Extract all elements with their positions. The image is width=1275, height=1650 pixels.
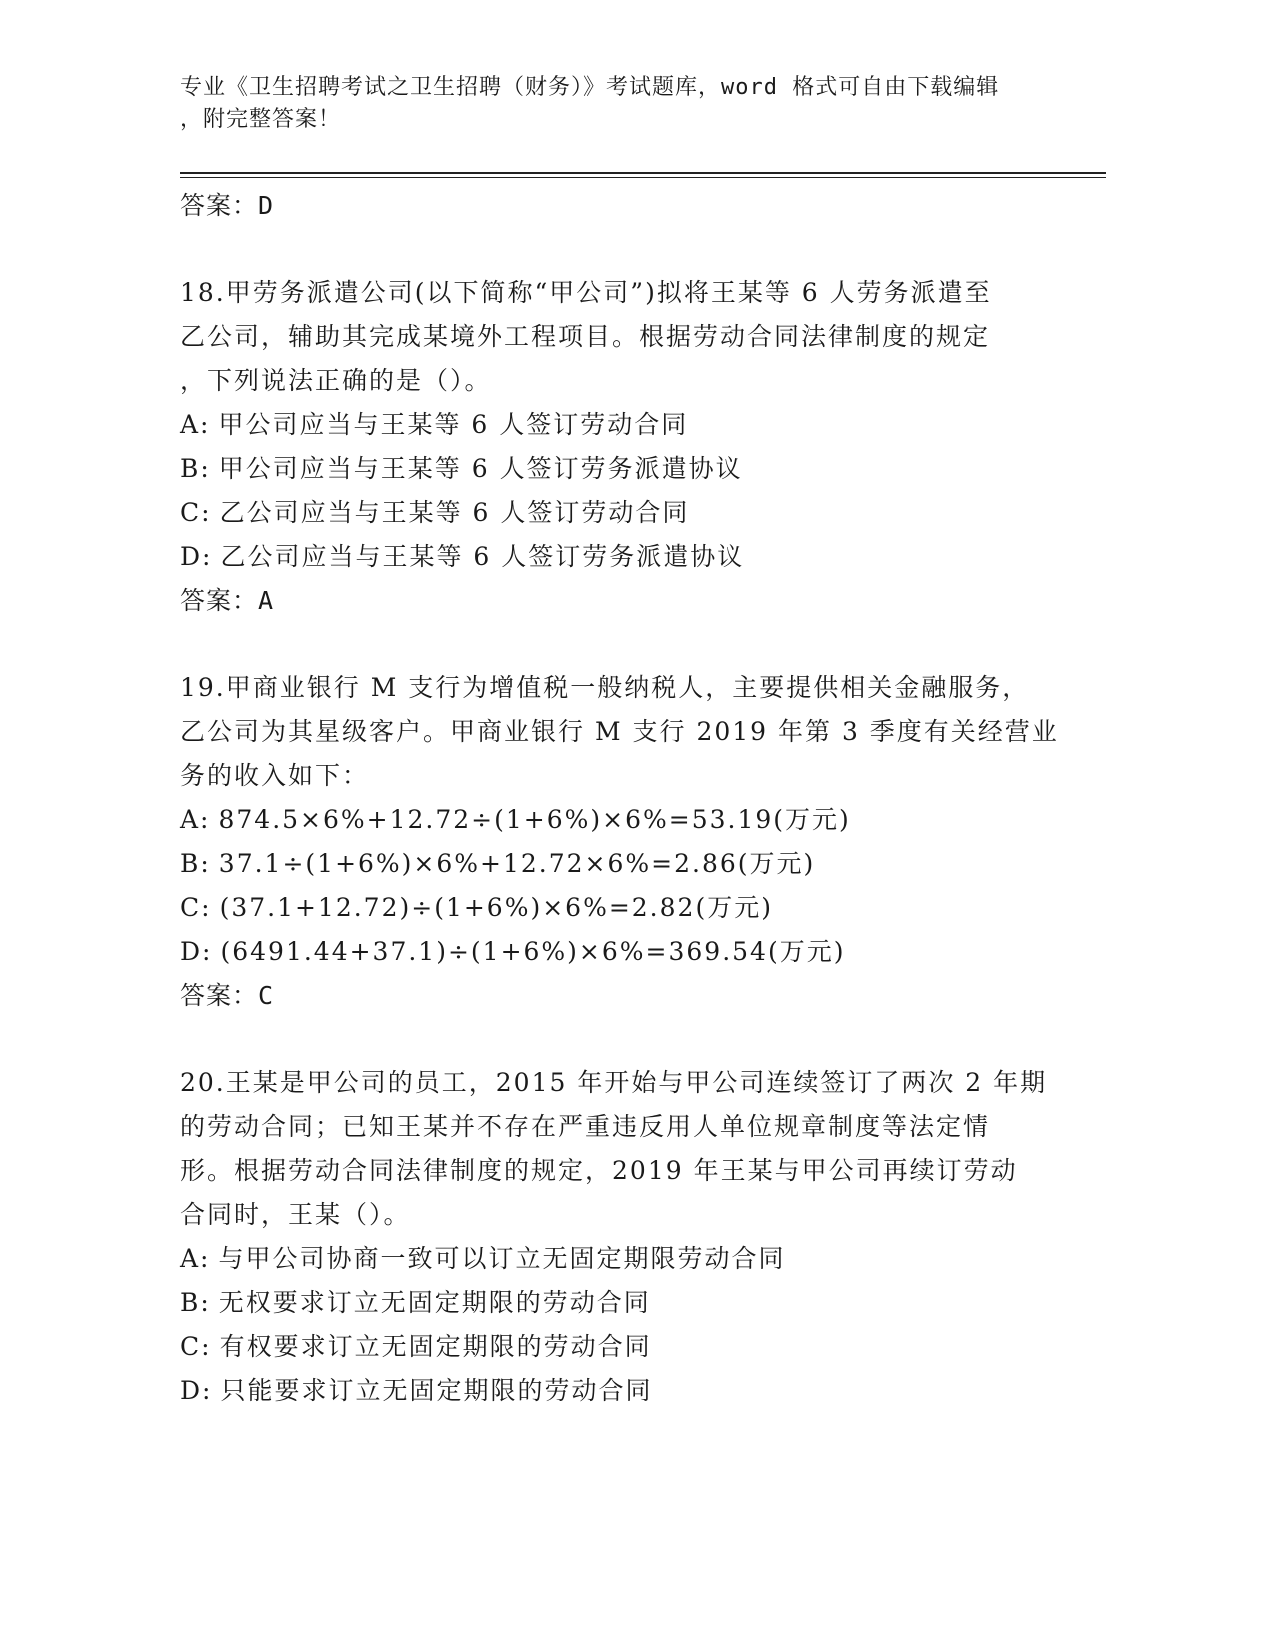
option-key: D: <box>180 1376 213 1405</box>
option-d <box>180 1369 1080 1413</box>
option-text: 无权要求订立无固定期限的劳动合同 <box>218 1288 651 1317</box>
question-19 <box>180 666 1080 1018</box>
option-key: C: <box>180 893 212 922</box>
question-stem-line: 乙公司为其星级客户。甲商业银行 M 支行 2019 年第 3 季度有关经营业 <box>180 717 1059 746</box>
option-d <box>180 930 1080 974</box>
option-key: D: <box>180 937 213 966</box>
question-stem-line: 乙公司，辅助其完成某境外工程项目。根据劳动合同法律制度的规定 <box>180 322 991 351</box>
option-text: 874.5×6%+12.72÷(1+6%)×6%=53.19(万元) <box>218 805 851 834</box>
option-key: B: <box>180 849 211 878</box>
question-stem-line: 的劳动合同；已知王某并不存在严重违反用人单位规章制度等法定情 <box>180 1112 991 1141</box>
header-divider-thin <box>180 177 1106 178</box>
header-divider-thick <box>180 172 1106 174</box>
header-line: 专业《卫生招聘考试之卫生招聘（财务）》考试题库，word 格式可自由下载编辑 <box>180 75 1000 100</box>
option-b <box>180 1281 1080 1325</box>
question-18 <box>180 271 1080 623</box>
option-key: C: <box>180 498 212 527</box>
option-b <box>180 842 1080 886</box>
option-text: 乙公司应当与王某等 6 人签订劳动合同 <box>219 498 690 527</box>
option-c <box>180 1325 1080 1369</box>
option-text: (37.1+12.72)÷(1+6%)×6%=2.82(万元) <box>219 893 773 922</box>
option-text: 37.1÷(1+6%)×6%+12.72×6%=2.86(万元) <box>218 849 816 878</box>
option-key: C: <box>180 1332 212 1361</box>
question-20 <box>180 1061 1080 1413</box>
header-line: ，附完整答案！ <box>180 107 342 132</box>
option-c <box>180 491 1080 535</box>
prev-answer: 答案：D <box>180 191 275 220</box>
option-text: 只能要求订立无固定期限的劳动合同 <box>220 1376 653 1405</box>
question-stem-line: ，下列说法正确的是（）。 <box>180 366 492 395</box>
answer: 答案：C <box>180 981 275 1010</box>
option-text: 乙公司应当与王某等 6 人签订劳务派遣协议 <box>220 542 745 571</box>
option-text: 甲公司应当与王某等 6 人签订劳动合同 <box>218 410 689 439</box>
option-key: A: <box>180 805 211 834</box>
option-a <box>180 1237 1080 1281</box>
question-list <box>180 184 1080 1413</box>
option-key: B: <box>180 1288 211 1317</box>
option-b <box>180 447 1080 491</box>
option-text: 有权要求订立无固定期限的劳动合同 <box>219 1332 652 1361</box>
option-a <box>180 798 1080 842</box>
option-text: 甲公司应当与王某等 6 人签订劳务派遣协议 <box>218 454 743 483</box>
question-stem-line: 合同时，王某（）。 <box>180 1200 411 1229</box>
answer: 答案：A <box>180 586 275 615</box>
question-stem-line: 19.甲商业银行 M 支行为增值税一般纳税人，主要提供相关金融服务， <box>180 673 1030 702</box>
option-a <box>180 403 1080 447</box>
question-stem-line: 形。根据劳动合同法律制度的规定，2019 年王某与甲公司再续订劳动 <box>180 1156 1018 1185</box>
option-d <box>180 535 1080 579</box>
option-key: B: <box>180 454 211 483</box>
option-c <box>180 886 1080 930</box>
option-text: (6491.44+37.1)÷(1+6%)×6%=369.54(万元) <box>220 937 846 966</box>
document-header <box>180 72 1060 136</box>
option-key: A: <box>180 1244 211 1273</box>
option-text: 与甲公司协商一致可以订立无固定期限劳动合同 <box>218 1244 786 1273</box>
question-stem-line: 务的收入如下： <box>180 761 370 790</box>
option-key: A: <box>180 410 211 439</box>
option-key: D: <box>180 542 213 571</box>
question-stem-line: 20.王某是甲公司的员工，2015 年开始与甲公司连续签订了两次 2 年期 <box>180 1068 1048 1097</box>
question-stem-line: 18.甲劳务派遣公司(以下简称“甲公司”)拟将王某等 6 人劳务派遣至 <box>180 278 992 307</box>
